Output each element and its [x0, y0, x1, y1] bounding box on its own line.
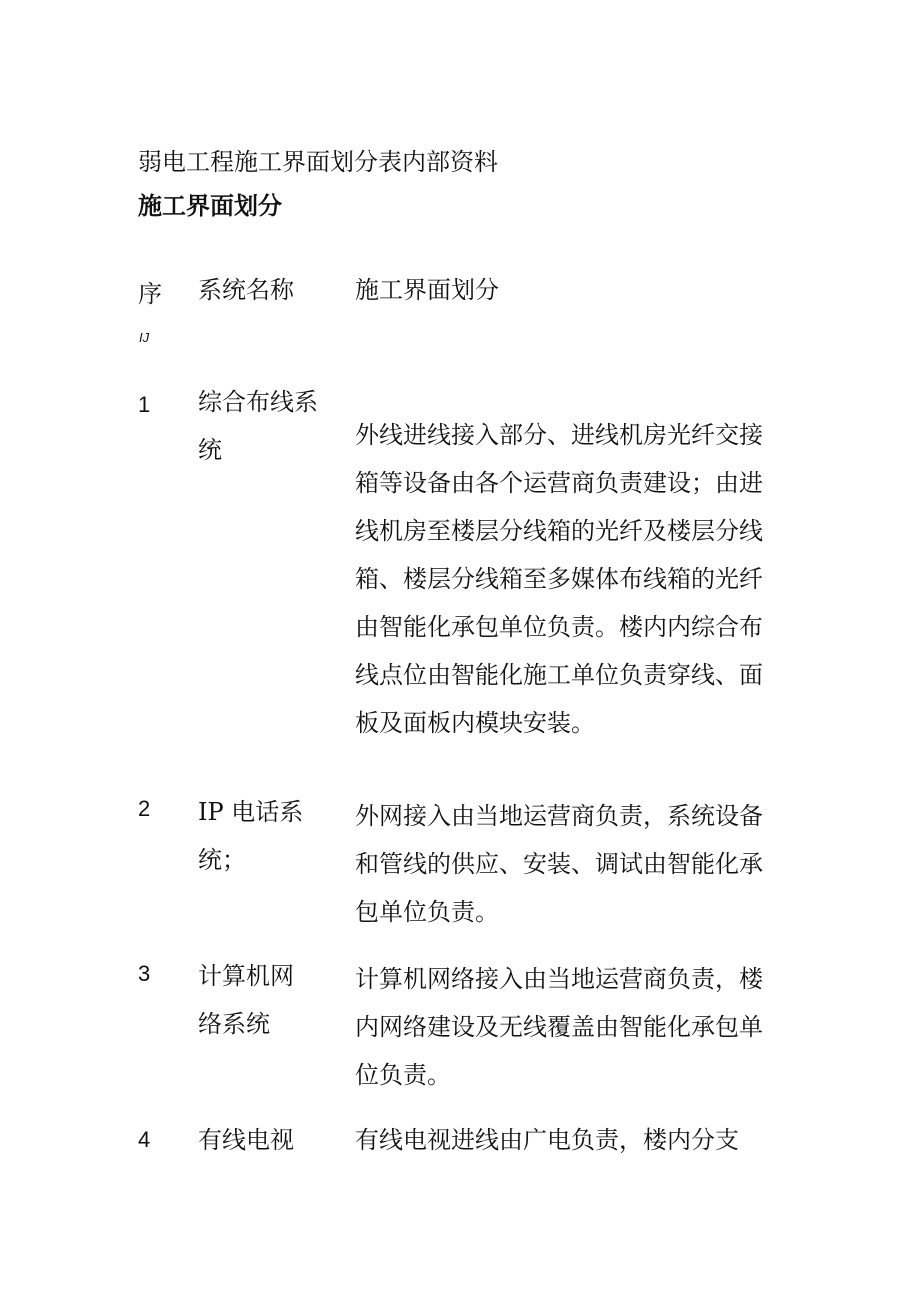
header-serial-number-fragment: IJ [139, 330, 150, 345]
header-system-name: 系统名称 [198, 276, 294, 304]
row-2-system-name: IP 电话系统； [198, 798, 304, 874]
row-3-number: 3 [138, 961, 151, 986]
row-4-number: 4 [138, 1127, 151, 1152]
section-heading: 施工界面划分 [138, 192, 282, 220]
row-3-system-name: 计算机网络系统 [198, 962, 294, 1038]
header-serial-number: 序 [138, 280, 162, 308]
row-2-number: 2 [138, 796, 151, 821]
row-3-description: 计算机网络接入由当地运营商负责，楼内网络建设及无线覆盖由智能化承包单位负责。 [355, 965, 763, 1089]
row-4-system-name: 有线电视 [198, 1126, 294, 1154]
row-1-description: 外线进线接入部分、进线机房光纤交接箱等设备由各个运营商负责建设；由进线机房至楼层分线箱的光纤及楼层分线箱、楼层分线箱至多媒体布线箱的光纤由智能化承包单位负责。楼内内综合布线点位由智能化施工单位负责穿线、面板及面板内模块安装。 [355, 421, 763, 737]
row-2-description: 外网接入由当地运营商负责，系统设备和管线的供应、安装、调试由智能化承包单位负责。 [355, 802, 763, 926]
document-title: 弱电工程施工界面划分表内部资料 [138, 148, 498, 176]
header-division: 施工界面划分 [355, 276, 499, 304]
row-4-description: 有线电视进线由广电负责，楼内分支 [355, 1126, 739, 1154]
row-1-number: 1 [138, 392, 151, 417]
row-1-system-name: 综合布线系统 [198, 388, 318, 464]
